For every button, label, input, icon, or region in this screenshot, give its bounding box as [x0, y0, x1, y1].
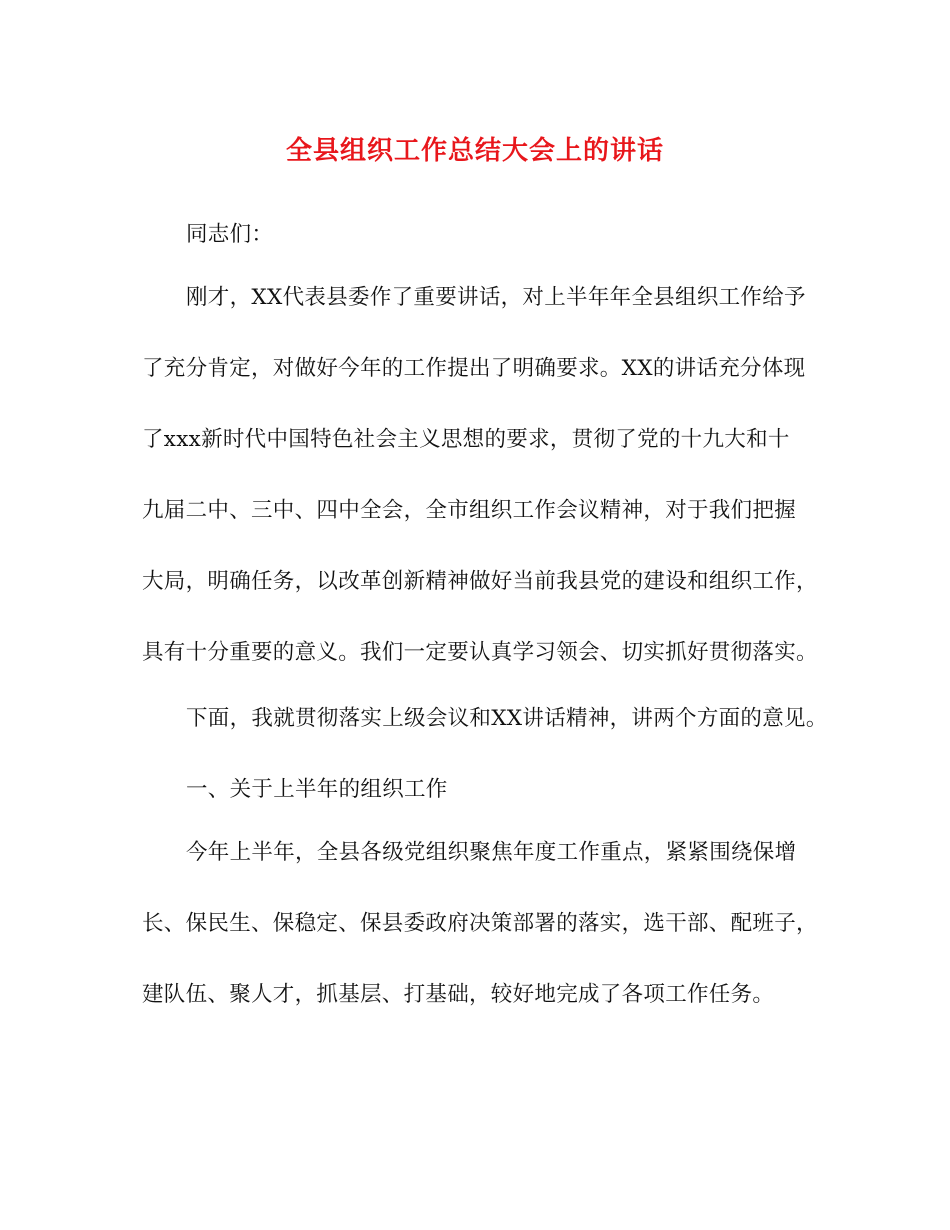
paragraph-line: 九届二中、三中、四中全会，全市组织工作会议精神，对于我们把握: [142, 498, 797, 523]
paragraph-line: 建队伍、聚人才，抓基层、打基础，较好地完成了各项工作任务。: [142, 982, 775, 1007]
salutation: 同志们：: [186, 222, 274, 247]
document-title: 全县组织工作总结大会上的讲话: [285, 136, 664, 166]
paragraph-line: 具有十分重要的意义。我们一定要认真学习领会、切实抓好贯彻落实。: [142, 640, 818, 665]
paragraph-line: 了充分肯定，对做好今年的工作提出了明确要求。XX的讲话充分体现: [142, 356, 806, 381]
section-heading: 一、关于上半年的组织工作: [186, 777, 448, 802]
paragraph-line: 长、保民生、保稳定、保县委政府决策部署的落实，选干部、配班子，: [142, 911, 818, 936]
paragraph-line: 了xxx新时代中国特色社会主义思想的要求，贯彻了党的十九大和十: [142, 427, 790, 452]
paragraph-line: 今年上半年，全县各级党组织聚焦年度工作重点，紧紧围绕保增: [186, 840, 797, 865]
paragraph-line: 大局，明确任务，以改革创新精神做好当前我县党的建设和组织工作，: [142, 569, 818, 594]
paragraph-line: 下面，我就贯彻落实上级会议和XX讲话精神，讲两个方面的意见。: [186, 706, 828, 731]
paragraph-line: 刚才，XX代表县委作了重要讲话，对上半年年全县组织工作给予: [186, 285, 806, 310]
